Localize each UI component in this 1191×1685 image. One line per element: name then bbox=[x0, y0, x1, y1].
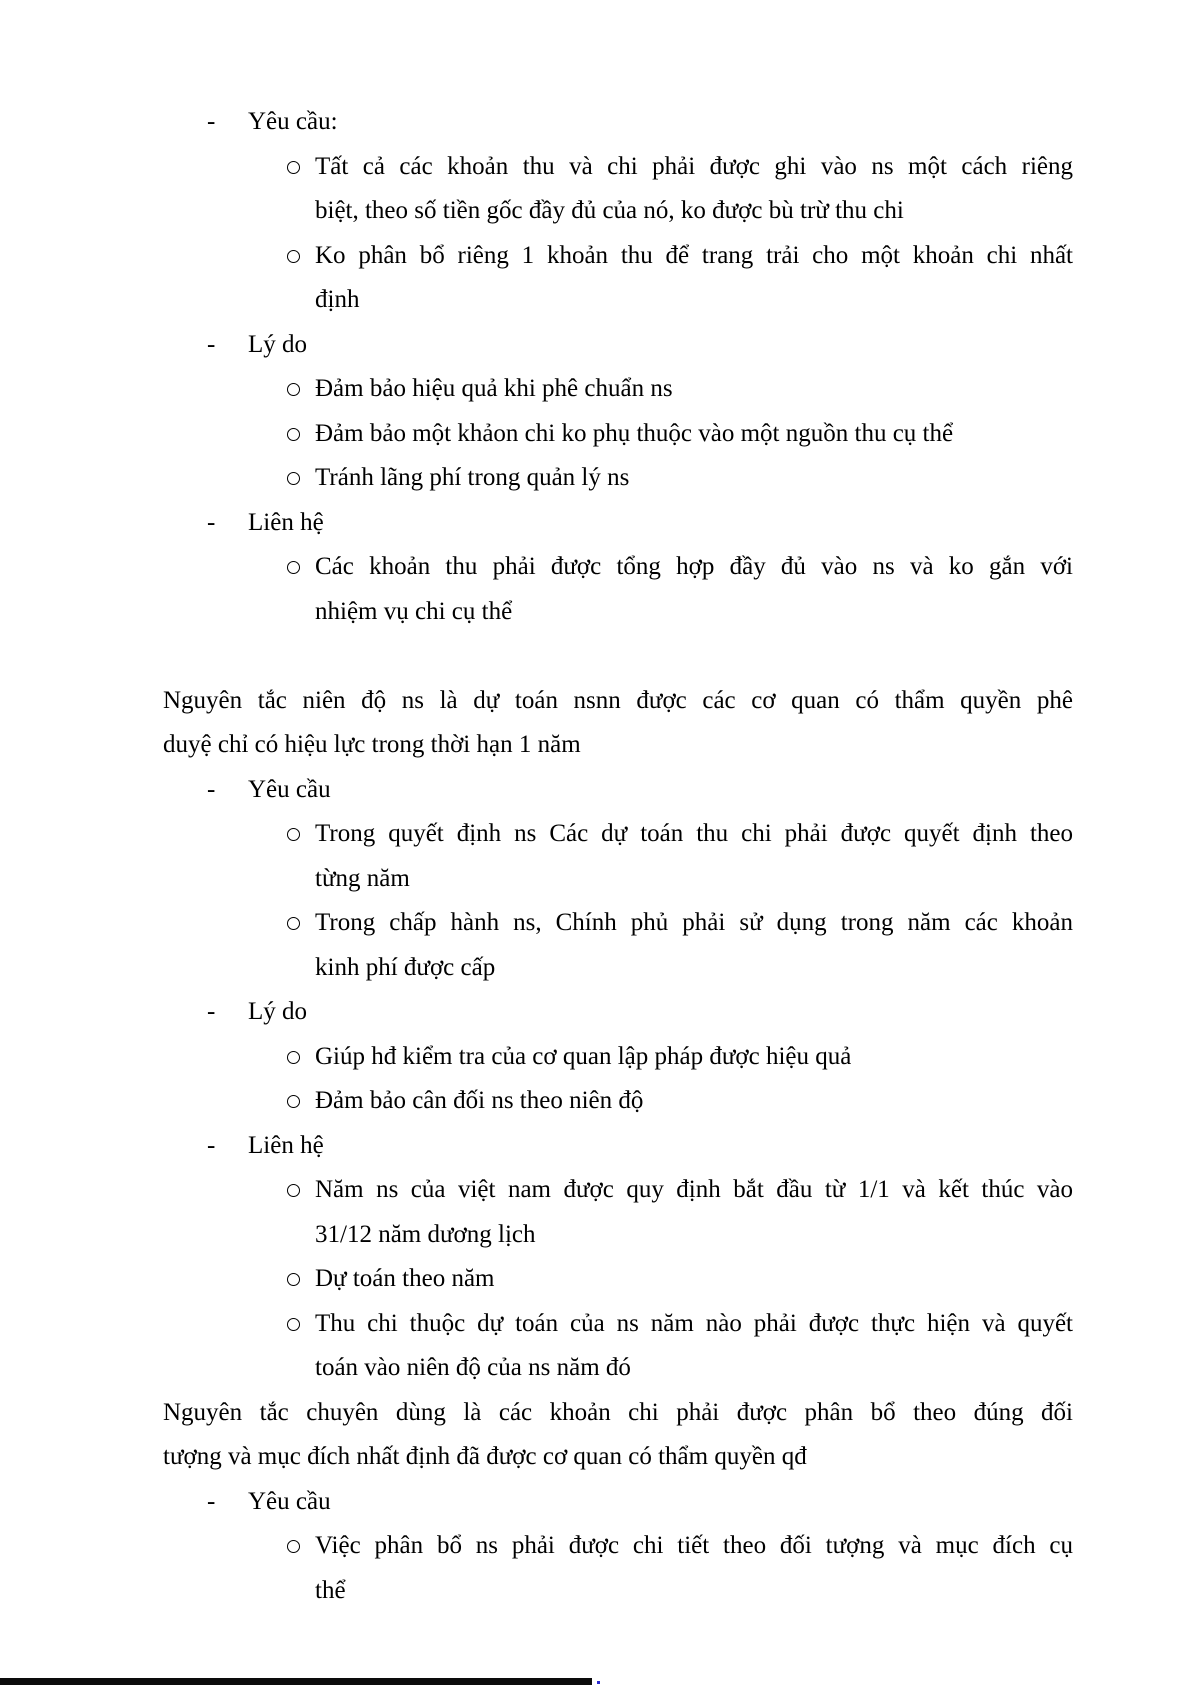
next-block-partial-bar bbox=[0, 1678, 592, 1685]
list-item-text: Trong quyết định ns Các dự toán thu chi phải được quyết định theo bbox=[315, 820, 1073, 847]
paragraph-line bbox=[0, 1435, 1191, 1480]
list-item-text: Yêu cầu bbox=[248, 1487, 331, 1515]
circle-bullet-icon bbox=[287, 161, 300, 174]
list-item-text: Liên hệ bbox=[248, 1131, 324, 1159]
list-item-text: Dự toán theo năm bbox=[315, 1265, 495, 1292]
circle-bullet-icon bbox=[287, 383, 300, 396]
list-item-level2 bbox=[0, 1079, 1191, 1124]
dash-bullet: - bbox=[207, 775, 216, 803]
list-item-level1 bbox=[0, 1124, 1191, 1169]
list-item-text: Thu chi thuộc dự toán của ns năm nào phải được thực hiện và quyết bbox=[315, 1309, 1073, 1337]
list-item-level1 bbox=[0, 501, 1191, 546]
list-item-text: biệt, theo số tiền gốc đầy đủ của nó, ko được bù trừ thu chi bbox=[315, 197, 904, 224]
list-item-level1 bbox=[0, 1480, 1191, 1525]
list-item-text: Liên hệ bbox=[248, 508, 324, 536]
list-item-level2-continuation bbox=[0, 946, 1191, 991]
list-item-level2-continuation bbox=[0, 1213, 1191, 1258]
list-item-level2-continuation bbox=[0, 857, 1191, 902]
blue-dot-artifact bbox=[597, 1681, 600, 1684]
list-item-level2 bbox=[0, 367, 1191, 412]
list-item-text: Lý do bbox=[248, 330, 308, 358]
circle-bullet-icon bbox=[287, 428, 300, 441]
circle-bullet-icon bbox=[287, 250, 300, 263]
paragraph-line bbox=[0, 1391, 1191, 1436]
list-item-text: Việc phân bổ ns phải được chi tiết theo đối tượng và mục đích cụ bbox=[315, 1532, 1073, 1559]
list-item-text: thể bbox=[315, 1576, 346, 1604]
paragraph-text: Nguyên tắc chuyên dùng là các khoản chi phải được phân bổ theo đúng đối bbox=[163, 1398, 1073, 1426]
list-item-text: định bbox=[315, 286, 360, 313]
paragraph-text: duyệ chỉ có hiệu lực trong thời hạn 1 năm bbox=[163, 731, 581, 758]
paragraph-text: Nguyên tắc niên độ ns là dự toán nsnn được các cơ quan có thẩm quyền phê bbox=[163, 686, 1073, 714]
list-item-level2 bbox=[0, 812, 1191, 857]
list-item-text: kinh phí được cấp bbox=[315, 953, 496, 981]
dash-bullet: - bbox=[207, 108, 216, 135]
list-item-text: Ko phân bổ riêng 1 khoản thu để trang trải cho một khoản chi nhất bbox=[315, 241, 1073, 269]
list-item-text: Tránh lãng phí trong quản lý ns bbox=[315, 464, 630, 491]
circle-bullet-icon bbox=[287, 1540, 300, 1553]
circle-bullet-icon bbox=[287, 1318, 300, 1331]
list-item-text: 31/12 năm dương lịch bbox=[315, 1220, 536, 1248]
blank-line bbox=[0, 634, 1191, 679]
list-item-text: nhiệm vụ chi cụ thể bbox=[315, 597, 513, 625]
list-item-text: Lý do bbox=[248, 998, 308, 1025]
list-item-level2-continuation bbox=[0, 189, 1191, 234]
list-item-text: Đảm bảo một khảon chi ko phụ thuộc vào một nguồn thu cụ thể bbox=[315, 419, 954, 447]
list-item-level2 bbox=[0, 1524, 1191, 1569]
paragraph-line bbox=[0, 723, 1191, 768]
circle-bullet-icon bbox=[287, 1184, 300, 1197]
list-item-text: Tất cả các khoản thu và chi phải được ghi vào ns một cách riêng bbox=[315, 152, 1073, 180]
list-item-text: Giúp hđ kiểm tra của cơ quan lập pháp được hiệu quả bbox=[315, 1042, 852, 1070]
list-item-level2 bbox=[0, 1257, 1191, 1302]
list-item-text: Trong chấp hành ns, Chính phủ phải sử dụng trong năm các khoản bbox=[315, 909, 1073, 936]
list-item-level2 bbox=[0, 901, 1191, 946]
circle-bullet-icon bbox=[287, 1095, 300, 1108]
circle-bullet-icon bbox=[287, 1273, 300, 1286]
list-item-level1 bbox=[0, 768, 1191, 813]
circle-bullet-icon bbox=[287, 561, 300, 574]
list-item-text: Đảm bảo cân đối ns theo niên độ bbox=[315, 1087, 644, 1114]
list-item-level2 bbox=[0, 545, 1191, 590]
list-item-level1 bbox=[0, 990, 1191, 1035]
list-item-level2-continuation bbox=[0, 1569, 1191, 1614]
list-item-level2-continuation bbox=[0, 590, 1191, 635]
list-item-level2 bbox=[0, 145, 1191, 190]
dash-bullet: - bbox=[207, 998, 216, 1025]
paragraph-line bbox=[0, 679, 1191, 724]
circle-bullet-icon bbox=[287, 828, 300, 841]
list-item-level2 bbox=[0, 234, 1191, 279]
list-item-text: Đảm bảo hiệu quả khi phê chuẩn ns bbox=[315, 375, 673, 402]
circle-bullet-icon bbox=[287, 1051, 300, 1064]
list-item-level1 bbox=[0, 323, 1191, 368]
list-item-text: Năm ns của việt nam được quy định bắt đầu từ 1/1 và kết thúc vào bbox=[315, 1176, 1073, 1203]
paragraph-text: tượng và mục đích nhất định đã được cơ quan có thẩm quyền qđ bbox=[163, 1443, 807, 1470]
list-item-text: từng năm bbox=[315, 864, 410, 892]
list-item-level2-continuation bbox=[0, 278, 1191, 323]
dash-bullet: - bbox=[207, 1487, 216, 1515]
list-item-level2-continuation bbox=[0, 1346, 1191, 1391]
circle-bullet-icon bbox=[287, 917, 300, 930]
dash-bullet: - bbox=[207, 508, 216, 536]
circle-bullet-icon bbox=[287, 472, 300, 485]
list-item-text: Yêu cầu: bbox=[248, 108, 338, 135]
list-item-level2 bbox=[0, 456, 1191, 501]
list-item-level2 bbox=[0, 1302, 1191, 1347]
list-item-level1 bbox=[0, 100, 1191, 145]
dash-bullet: - bbox=[207, 1131, 216, 1159]
list-item-level2 bbox=[0, 1168, 1191, 1213]
dash-bullet: - bbox=[207, 330, 216, 358]
list-item-level2 bbox=[0, 412, 1191, 457]
list-item-text: Yêu cầu bbox=[248, 775, 331, 803]
list-item-text: Các khoản thu phải được tổng hợp đầy đủ vào ns và ko gắn với bbox=[315, 553, 1073, 580]
list-item-text: toán vào niên độ của ns năm đó bbox=[315, 1354, 631, 1381]
list-item-level2 bbox=[0, 1035, 1191, 1080]
